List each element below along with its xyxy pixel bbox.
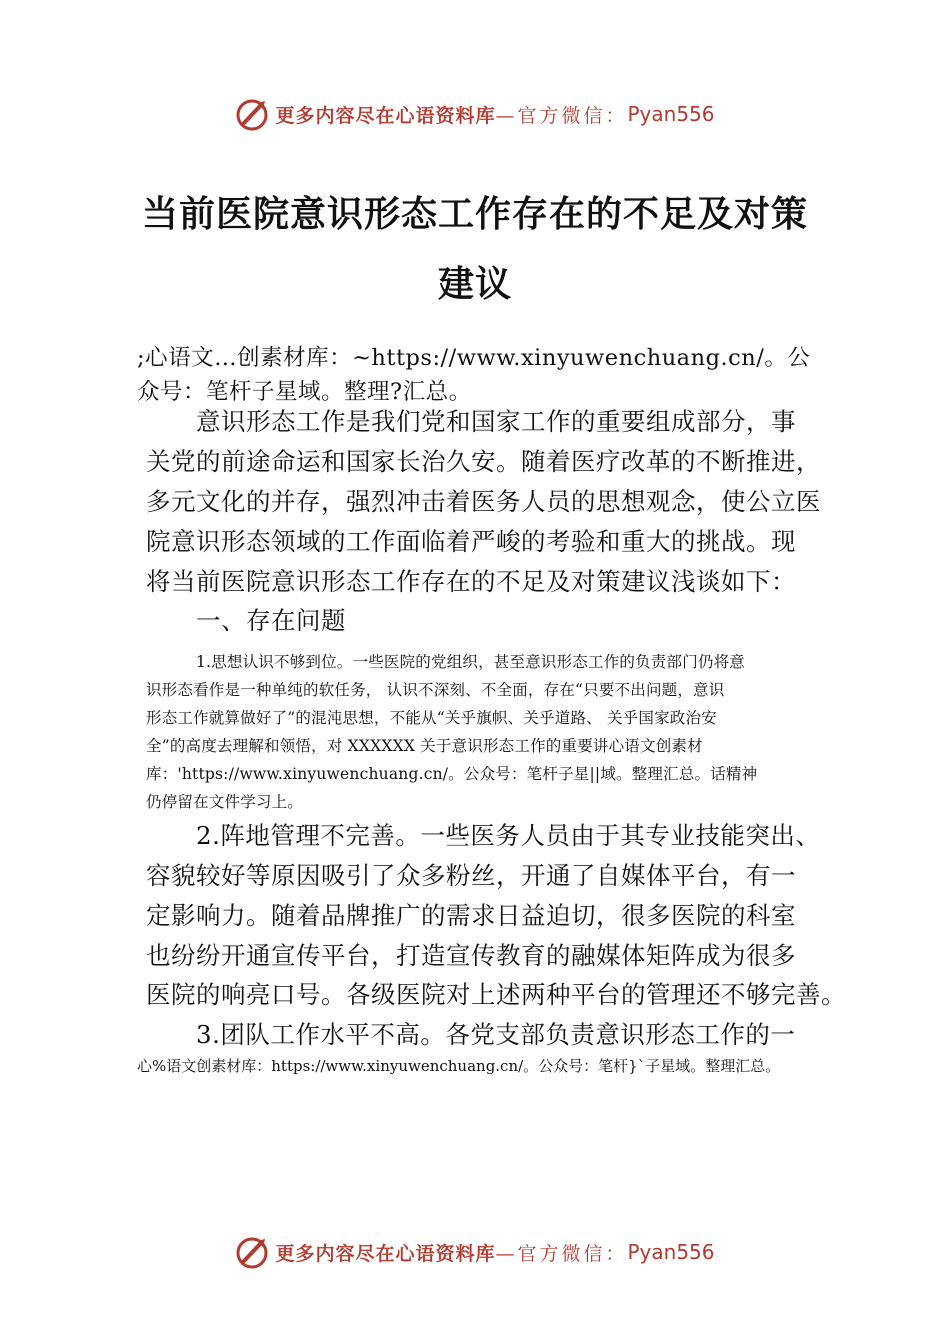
item3-line: 3.团队工作水平不高。各党支部负责意识形态工作的一 — [196, 1020, 796, 1049]
source-note-line: ;心语文…创素材库：~https://www.xinyuwenchuang.cn/。公 — [137, 345, 811, 371]
intro-line: 关党的前途命运和国家长治久安。随着医疗改革的不断推进， — [146, 447, 821, 476]
footer-source-note: 心%语文创素材库：https://www.xinyuwenchuang.cn/。公众号：笔杆}`子星域。整理汇总。 — [137, 1057, 781, 1075]
banner-separator: —官方微信： — [495, 1242, 628, 1265]
item2-line: 定影响力。随着品牌推广的需求日益迫切，很多医院的科室 — [146, 901, 796, 930]
top-banner — [0, 94, 950, 134]
banner-wechat-id: Pyan556 — [627, 102, 715, 126]
item2-line: 也纷纷开通宣传平台，打造宣传教育的融媒体矩阵成为很多 — [146, 941, 796, 970]
document-title-line2: 建议 — [437, 264, 512, 305]
intro-line: 意识形态工作是我们党和国家工作的重要组成部分，事 — [196, 407, 796, 436]
item2-line: 容貌较好等原因吸引了众多粉丝，开通了自媒体平台，有一 — [146, 861, 796, 890]
source-note-line: 众号：笔杆子星域。整理?汇总。 — [137, 379, 472, 405]
intro-line: 院意识形态领域的工作面临着严峻的考验和重大的挑战。现 — [146, 527, 796, 556]
item1-line: 仍停留在文件学习上。 — [146, 793, 304, 811]
item2-line: 2.阵地管理不完善。一些医务人员由于其专业技能突出、 — [196, 821, 821, 850]
intro-line: 多元文化的并存，强烈冲击着医务人员的思想观念，使公立医 — [146, 487, 821, 516]
item1-line: 库：'https://www.xinyuwenchuang.cn/。公众号：笔杆子星||域。整理汇总。话精神 — [146, 765, 758, 783]
brush-logo-icon — [235, 97, 269, 131]
item1-line: 形态工作就算做好了”的混沌思想，不能从“关乎旗帜、关乎道路、 关乎国家政治安 — [146, 709, 717, 727]
banner-text: 更多内容尽在心语资料库 — [275, 104, 496, 127]
item1-line: 1.思想认识不够到位。一些医院的党组织，甚至意识形态工作的负责部门仍将意 — [196, 653, 745, 671]
item1-line: 全”的高度去理解和领悟，对 XXXXXX 关于意识形态工作的重要讲心语文创素材 — [146, 737, 703, 755]
bottom-banner — [0, 1232, 950, 1272]
section-heading: 一、存在问题 — [196, 606, 346, 635]
banner-wechat-id: Pyan556 — [627, 1240, 715, 1264]
intro-line: 将当前医院意识形态工作存在的不足及对策建议浅谈如下： — [146, 567, 796, 596]
item1-line: 识形态看作是一种单纯的软任务， 认识不深刻、不全面，存在“只要不出问题，意识 — [146, 681, 725, 699]
item2-line: 医院的响亮口号。各级医院对上述两种平台的管理还不够完善。 — [146, 980, 846, 1009]
brush-logo-icon — [235, 1235, 269, 1269]
banner-text: 更多内容尽在心语资料库 — [275, 1242, 496, 1265]
document-title-line1: 当前医院意识形态工作存在的不足及对策 — [141, 194, 808, 235]
banner-separator: —官方微信： — [495, 104, 628, 127]
